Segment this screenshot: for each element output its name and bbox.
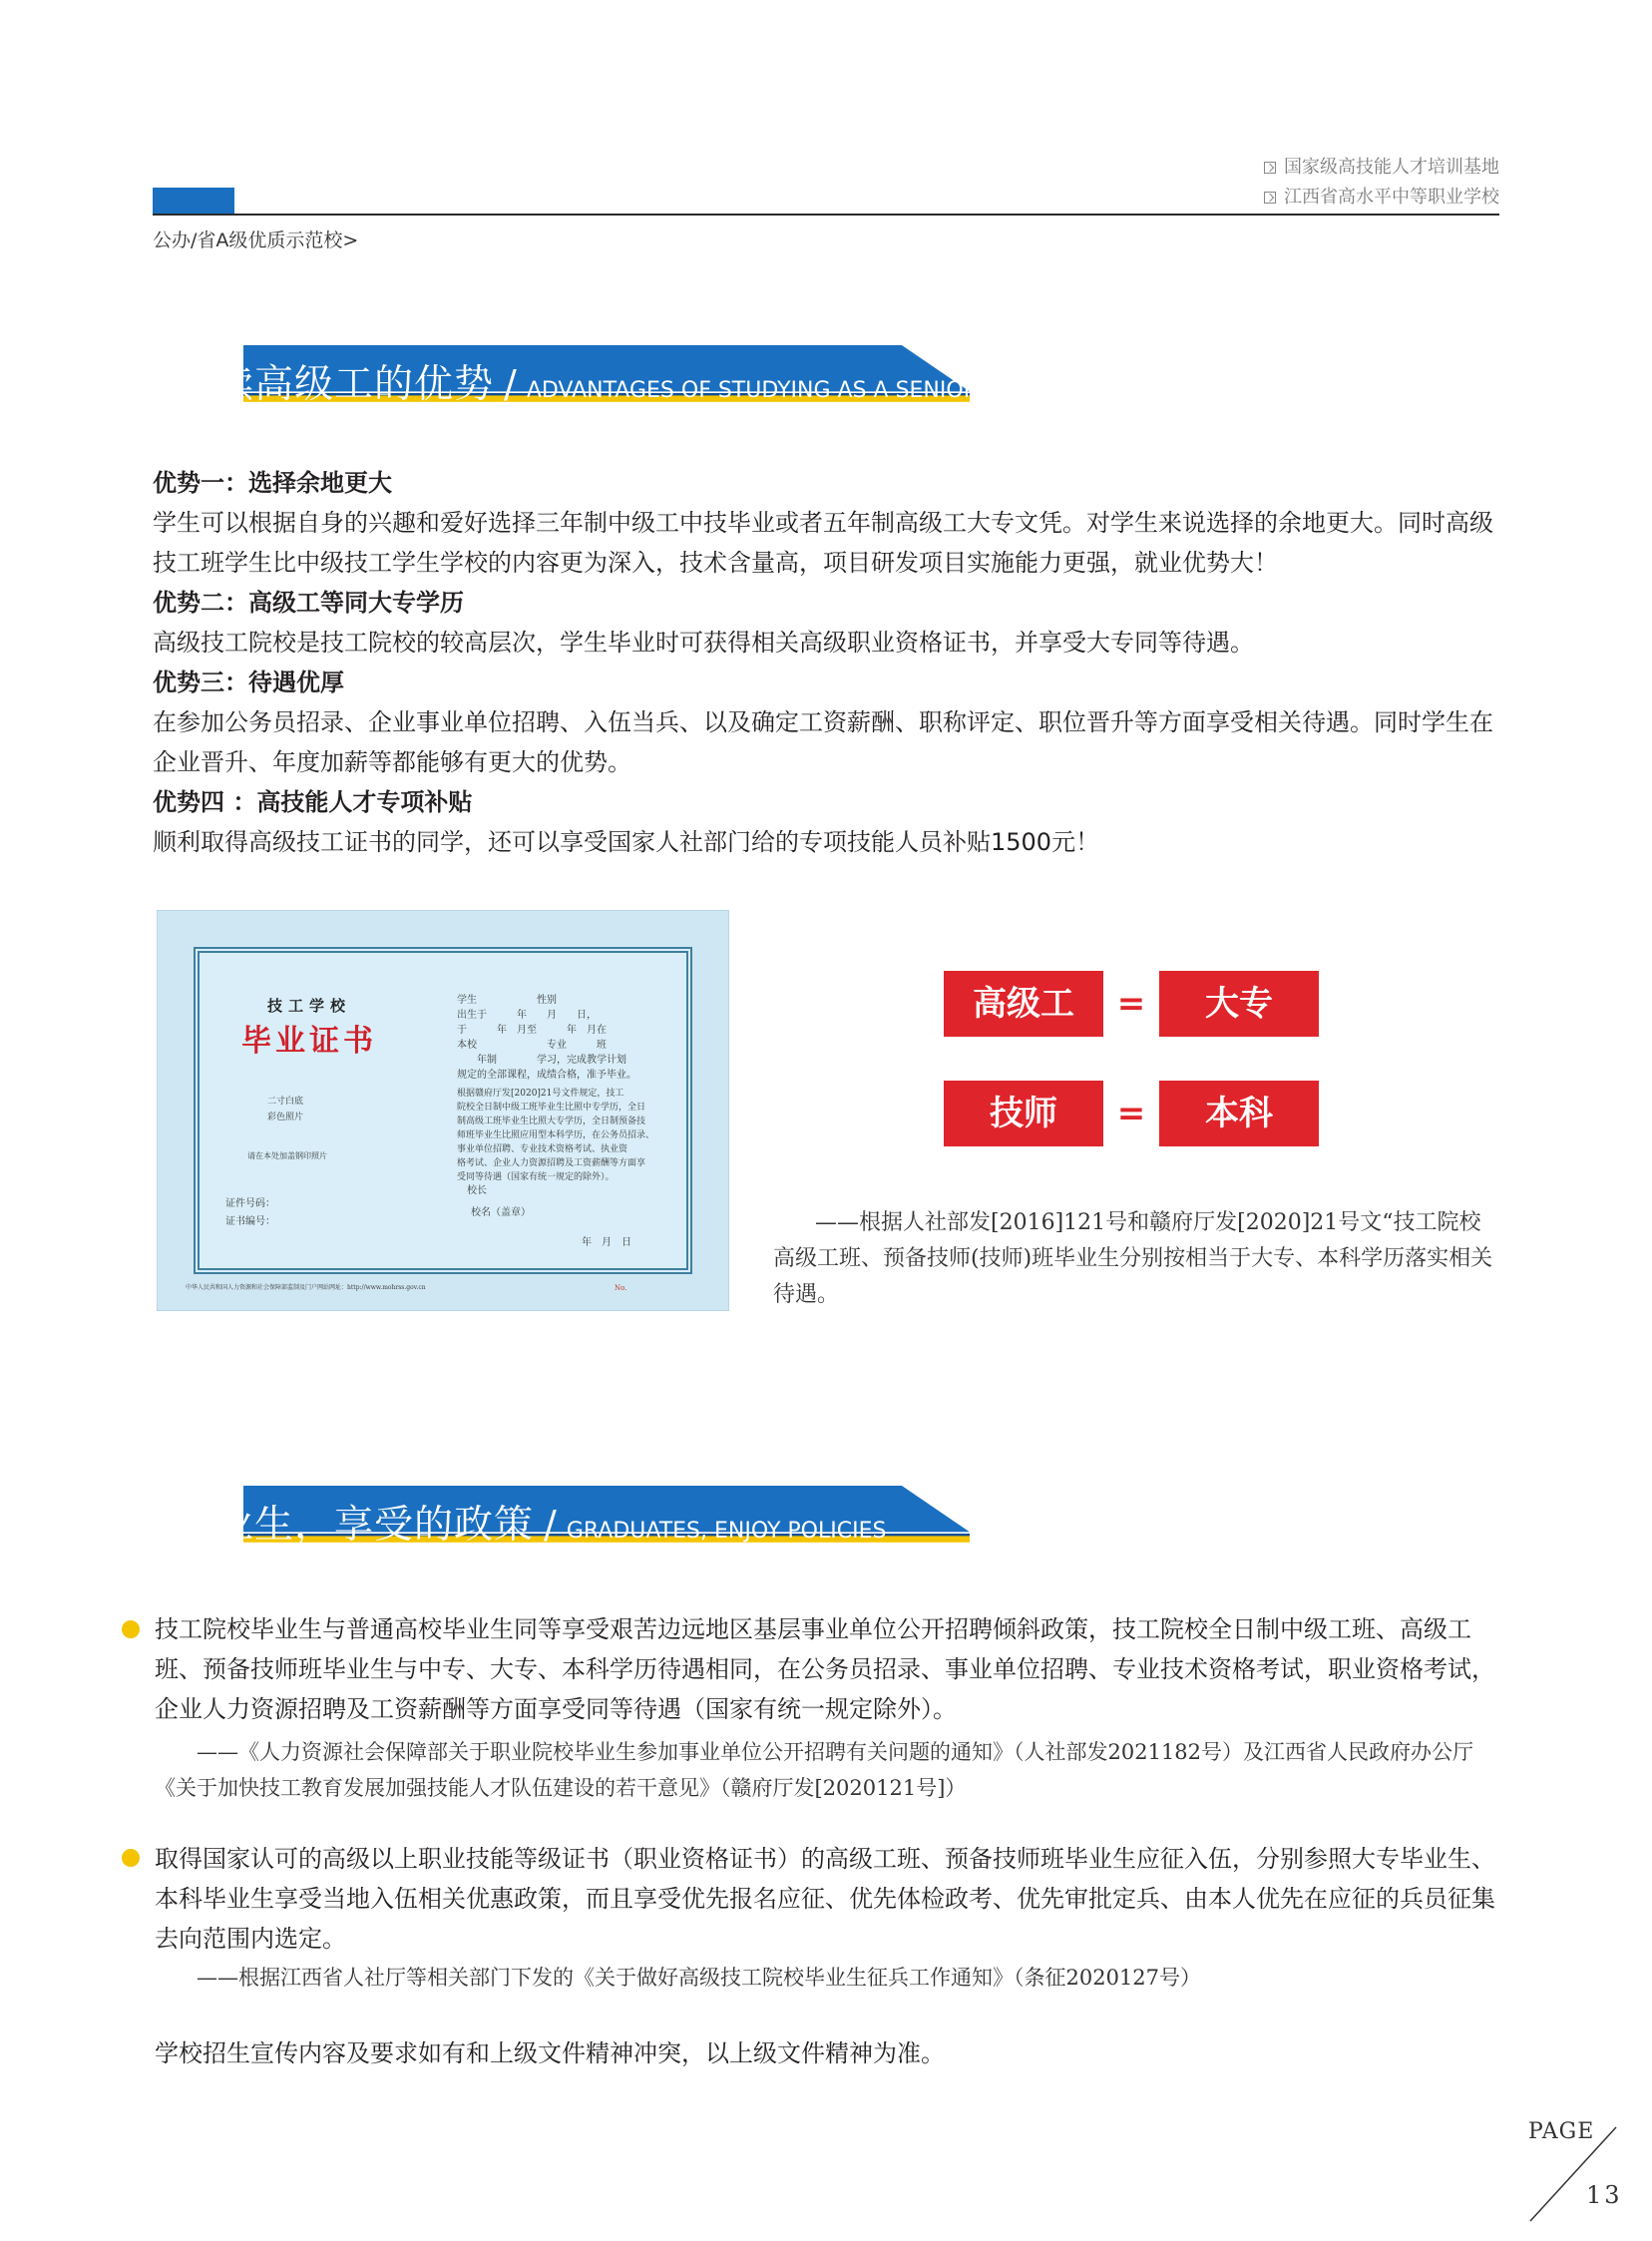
certificate-body-mid: 根据赣府厅发[2020]21号文件规定，技工 院校全日制中级工班毕业生比照中专学历，全日 制高级工班毕业生比照大专学历，全日制预备技 师班毕业生比照应用型本科学历，在公务员招录、 事业单位招聘、专业技术资格考试、执业资 格考试、企业人力资源招聘及工资薪酬等方面享 受同等待遇（国家有统一规定的除外）。 (457, 1089, 655, 1182)
certificate-school: 技工学校 (267, 997, 352, 1015)
equivalence-row-2 (944, 1081, 1319, 1146)
arrow-box-icon (1264, 162, 1276, 174)
disclaimer: 学校招生宣传内容及要求如有和上级文件精神冲突，以上级文件精神为准。 (155, 2039, 945, 2067)
certificate-no-label: No. (615, 1284, 627, 1292)
certificate-id-label: 证件号码： (225, 1198, 275, 1209)
equivalence-row-1 (944, 971, 1319, 1037)
arrow-box-icon (1264, 192, 1276, 204)
advantage-heading: 优势一：选择余地更大 (153, 469, 392, 497)
section2-banner (153, 1486, 1060, 1561)
certificate-sign: 校名（盖章） (471, 1207, 531, 1218)
certificate-title-text: 毕业证书 (241, 1024, 377, 1059)
advantages-list (153, 463, 1499, 862)
header-left-label: 公办/省A级优质示范校> (153, 229, 359, 251)
advantage-heading: 优势二：高级工等同大专学历 (153, 589, 464, 617)
certificate-photo-1: 二寸白底 (267, 1097, 304, 1107)
certificate-stamp-text: 请在本处加盖钢印照片 (247, 1151, 327, 1160)
header-label-1: 国家级高技能人才培训基地 (1284, 157, 1499, 178)
section2-title-en: GRADUATES, ENJOY POLICIES (566, 1519, 887, 1544)
advantage-heading: 优势三：待遇优厚 (153, 669, 344, 696)
section1-title-en: ADVANTAGES OF STUDYING AS A SENIOR WORKER (526, 378, 1083, 403)
equals-sign: = (1116, 984, 1146, 1024)
policy-source: ——根据江西省人社厅等相关部门下发的《关于做好高级技工院校毕业生征兵工作通知》（条征2020127号） (197, 1966, 1202, 1990)
policy-text: 技工院校毕业生与普通高校毕业生同等享受艰苦边远地区基层事业单位公开招聘倾斜政策，技工院校全日制中级工班、高级工班、预备技师班毕业生与中专、大专、本科学历待遇相同，在公务员招录、事业单位招聘、专业技术资格考试，职业资格考试，企业人力资源招聘及工资薪酬等方面享受同等待遇（国家有统一规定除外）。 (155, 1615, 1495, 1723)
policy-text: 取得国家认可的高级以上职业技能等级证书（职业资格证书）的高级工班、预备技师班毕业生应征入伍，分别参照大专毕业生、本科毕业生享受当地入伍相关优惠政策，而且享受优先报名应征、优先体检政考、优先审批定兵、由本人优先在应征的兵员征集去向范围内选定。 (155, 1845, 1495, 1953)
equivalence-right: 大专 (1159, 971, 1319, 1037)
certificate-number-label: 证书编号： (225, 1216, 275, 1227)
advantage-text: 高级技工院校是技工院校的较高层次，学生毕业时可获得相关高级职业资格证书，并享受大专同等待遇。 (153, 629, 1254, 657)
page-number: 13 (1586, 2181, 1623, 2209)
equivalence-left: 技师 (944, 1081, 1103, 1146)
equivalence-right: 本科 (1159, 1081, 1319, 1146)
bullet-dot (122, 1620, 140, 1638)
certificate-footer: 中华人民共和国人力资源和社会保障部监制及门户网站网址：http://www.mohrss.gov.cn (186, 1284, 426, 1291)
section1-title-slash: / (504, 362, 517, 406)
section1-banner (153, 345, 1083, 420)
certificate-date: 年 月 日 (582, 1237, 631, 1248)
policy-source: ——《人力资源社会保障部关于职业院校毕业生参加事业单位公开招聘有关问题的通知》（人社部发2021182号）及江西省人民政府办公厅《关于加快技工教育发展加强技能人才队伍建设的若干意见》（赣府厅发[2020121号]） (155, 1740, 1474, 1800)
page-label: PAGE (1528, 2119, 1595, 2144)
bullet-dot (122, 1849, 140, 1867)
header-rule (153, 214, 1499, 216)
section2-title-zh: 毕业生，享受的政策 (175, 1503, 535, 1548)
header-right-labels (1264, 153, 1499, 213)
equals-sign: = (1116, 1094, 1146, 1133)
section1-title-zh: 就读高级工的优势 (175, 362, 495, 407)
certificate-principal: 校长 (467, 1185, 487, 1196)
equivalence-left: 高级工 (944, 971, 1103, 1037)
advantage-heading: 优势四 ：高技能人才专项补贴 (153, 788, 473, 816)
header-label-2: 江西省高水平中等职业学校 (1284, 187, 1499, 208)
advantage-text: 学生可以根据自身的兴趣和爱好选择三年制中级工中技毕业或者五年制高级工大专文凭。对学生来说选择的余地更大。同时高级技工班学生比中级技工学生学校的内容更为深入，技术含量高，项目研发项目实施能力更强，就业优势大！ (153, 509, 1493, 577)
advantage-text: 顺利取得高级技工证书的同学，还可以享受国家人社部门给的专项技能人员补贴1500元！ (153, 828, 1100, 856)
certificate-body-top: 学生 性别 出生于 年 月 日， 于 年 月至 年 月在 本校 专业 班 年制 学习，完成教学计划 规定的全部课程，成绩合格，准予毕业。 (457, 995, 636, 1081)
graduation-certificate-image (157, 910, 729, 1311)
header-accent-bar (153, 188, 234, 216)
certificate-photo-2: 彩色照片 (267, 1113, 304, 1122)
advantage-text: 在参加公务员招录、企业事业单位招聘、入伍当兵、以及确定工资薪酬、职称评定、职位晋升等方面享受相关待遇。同时学生在企业晋升、年度加薪等都能够有更大的优势。 (153, 708, 1493, 776)
equivalence-note: ——根据人社部发[2016]121号和赣府厅发[2020]21号文“技工院校高级工班、预备技师(技师)班毕业生分别按相当于大专、本科学历落实相关待遇。 (773, 1210, 1493, 1307)
section2-title-slash: / (544, 1503, 557, 1547)
